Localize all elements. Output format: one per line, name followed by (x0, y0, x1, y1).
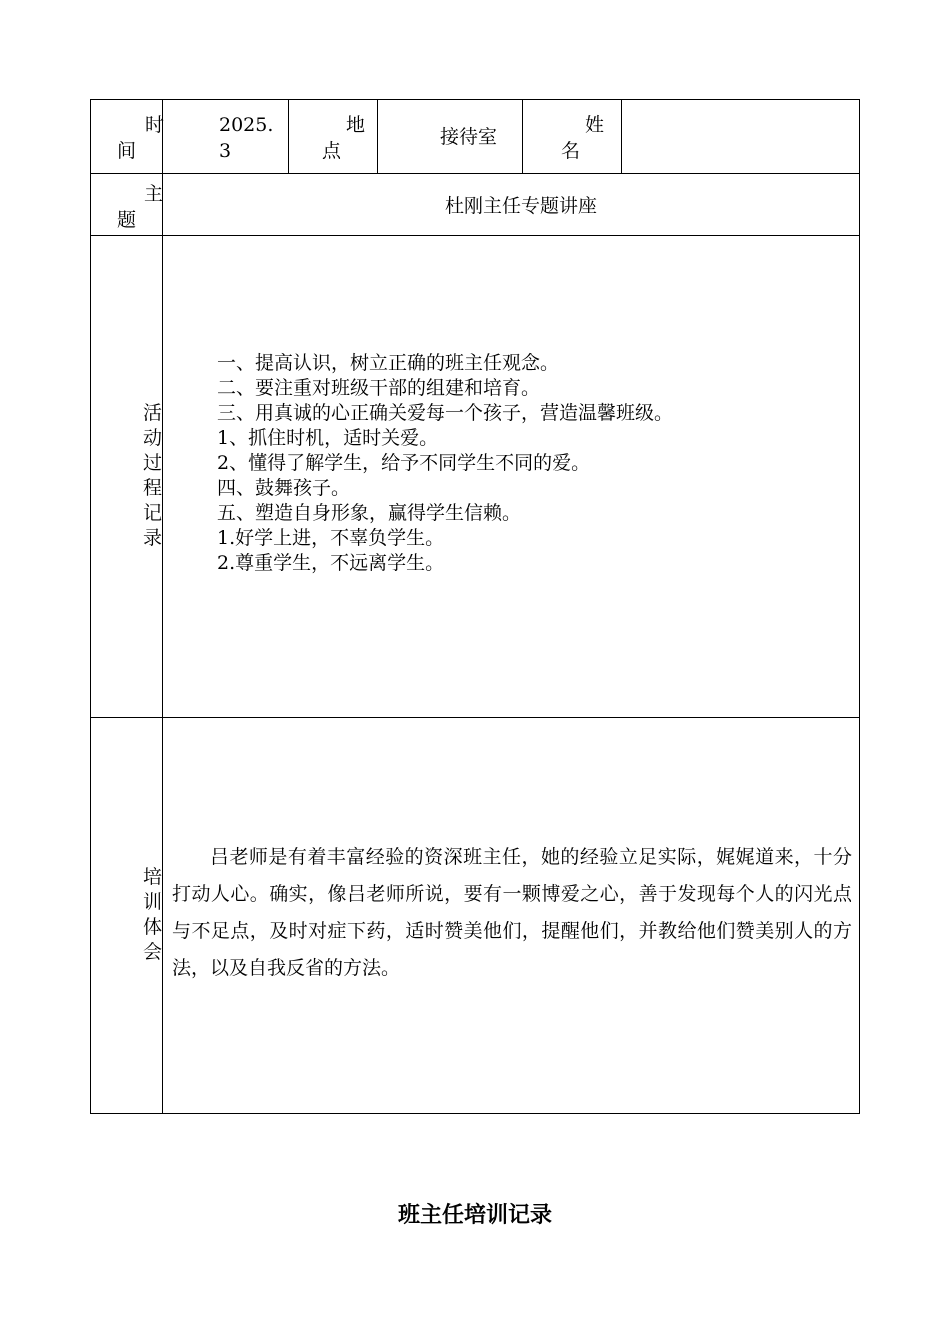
reflection-label: 培训体会 (143, 866, 163, 963)
process-line: 1、抓住时机，适时关爱。 (217, 427, 439, 449)
process-line: 2.尊重学生，不远离学生。 (217, 552, 445, 574)
process-line: 二、要注重对班级干部的组建和培育。 (217, 377, 541, 399)
header-column-divider (522, 100, 523, 173)
process-line: 2、懂得了解学生，给予不同学生不同的爱。 (217, 452, 591, 474)
process-list (217, 351, 673, 576)
process-line: 四、鼓舞孩子。 (217, 477, 351, 499)
name-label: 姓名 (561, 114, 605, 162)
time-value: 2025.3 (219, 114, 274, 162)
row-divider (91, 173, 859, 174)
process-line: 五、塑造自身形象，赢得学生信赖。 (217, 502, 522, 524)
row-divider (91, 235, 859, 236)
topic-value: 杜刚主任专题讲座 (445, 195, 598, 217)
place-label: 地点 (322, 114, 366, 162)
process-line: 一、提高认识，树立正确的班主任观念。 (217, 352, 560, 374)
process-label: 活动过程记录 (143, 402, 163, 549)
header-column-divider (621, 100, 622, 173)
header-column-divider (377, 100, 378, 173)
header-column-divider (288, 100, 289, 173)
topic-label: 主题 (117, 183, 164, 231)
record-table (90, 99, 860, 1114)
document-title: 班主任培训记录 (397, 1203, 552, 1228)
time-label: 时间 (117, 114, 167, 162)
place-value: 接待室 (440, 126, 498, 148)
reflection-text: 吕老师是有着丰富经验的资深班主任，她的经验立足实际，娓娓道来，十分打动人心。确实，像吕老师所说，要有一颗博爱之心，善于发现每个人的闪光点与不足点，及时对症下药，适时赞美他们，提醒他们，并教给他们赞美别人的方法，以及自我反省的方法。 (172, 846, 852, 979)
row-divider (91, 717, 859, 718)
process-line: 1.好学上进，不辜负学生。 (217, 527, 445, 549)
process-line: 三、用真诚的心正确关爱每一个孩子，营造温馨班级。 (217, 402, 674, 424)
